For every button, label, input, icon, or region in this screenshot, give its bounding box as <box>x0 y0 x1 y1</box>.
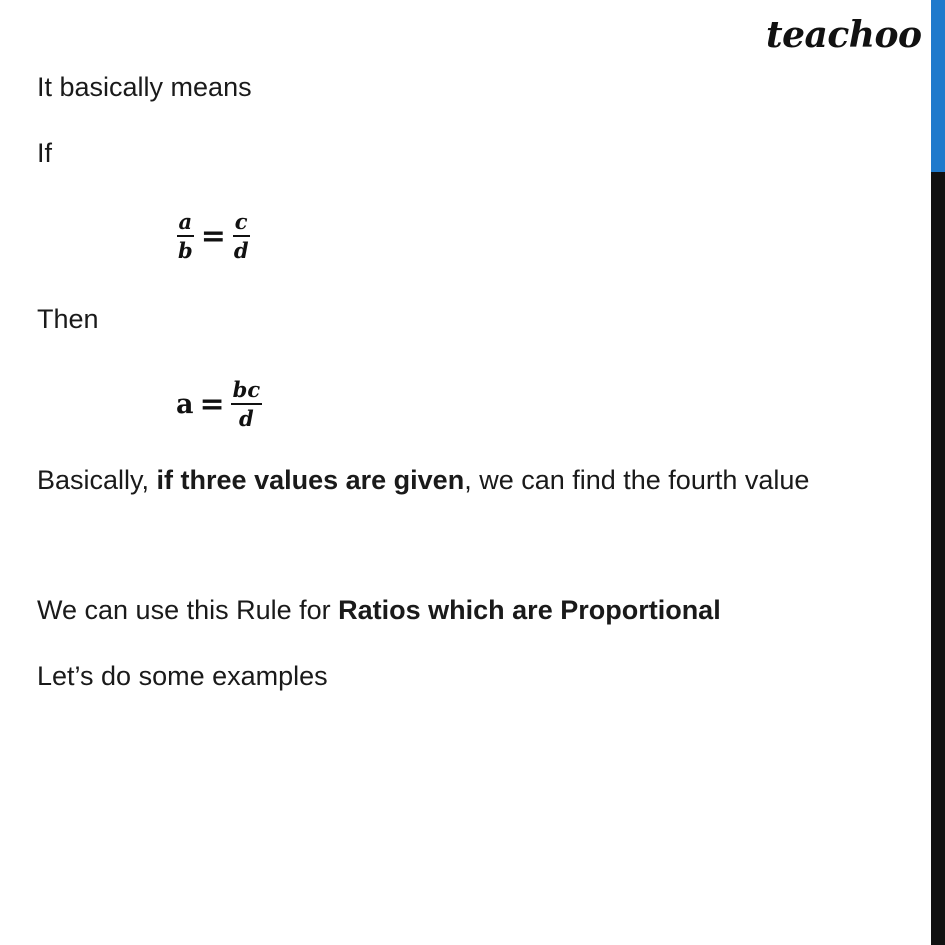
proportion-equation <box>176 210 251 263</box>
denominator-d: d <box>233 238 249 263</box>
scrollbar-thumb[interactable] <box>931 0 945 172</box>
fraction-c-over-d <box>232 210 251 263</box>
rule-prefix: We can use this Rule for <box>37 595 339 625</box>
equals-sign: = <box>199 387 225 422</box>
basically-prefix: Basically, <box>37 465 157 495</box>
teachoo-logo: teachoo <box>766 14 922 56</box>
then-text: Then <box>37 304 99 334</box>
fraction-bc-over-d <box>231 378 262 431</box>
rule-text <box>37 593 721 627</box>
examples-text: Let’s do some examples <box>37 661 328 691</box>
basically-emphasis: if three values are given <box>156 465 465 495</box>
numerator-c: c <box>233 210 250 237</box>
variable-a: a <box>176 389 194 420</box>
equals-sign: = <box>200 219 226 254</box>
rule-emphasis: Ratios which are Proportional <box>338 595 721 625</box>
denominator-d: d <box>239 406 254 431</box>
scrollbar-track[interactable] <box>931 0 945 945</box>
denominator-b: b <box>178 238 193 263</box>
basically-suffix: , we can find the fourth value <box>464 465 810 495</box>
basically-text <box>37 463 809 497</box>
intro-text: It basically means <box>37 72 252 102</box>
numerator-bc: bc <box>231 378 262 405</box>
fraction-a-over-b <box>176 210 195 263</box>
numerator-a: a <box>177 210 195 237</box>
solved-equation <box>176 378 262 431</box>
if-text: If <box>37 138 53 168</box>
